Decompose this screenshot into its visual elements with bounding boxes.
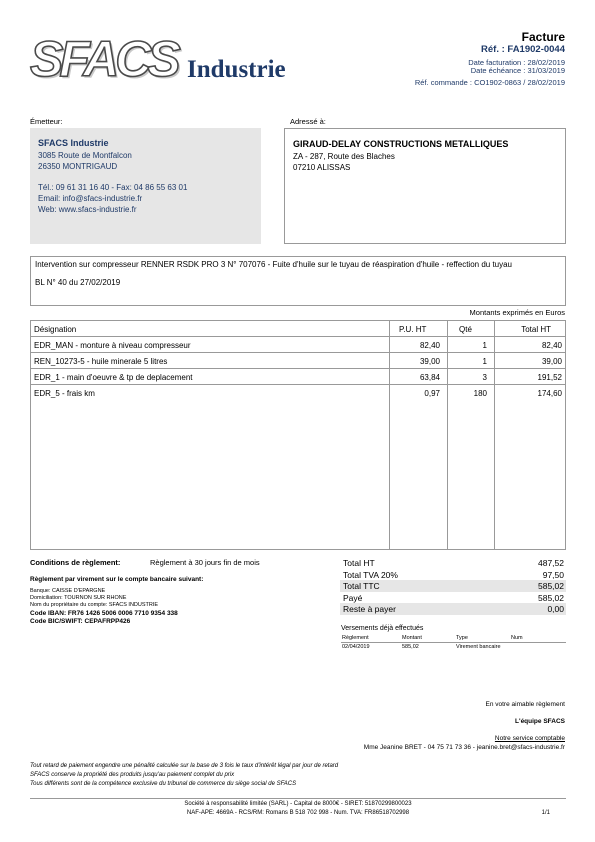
row-unit-price: 39,00 <box>419 357 440 366</box>
row-unit-price: 0,97 <box>424 389 440 398</box>
header-unit-price: P.U. HT <box>399 325 427 334</box>
bank-domiciliation: Domiciliation: TOURNON SUR RHONE <box>30 595 127 601</box>
payments-header-type: Type <box>456 635 468 641</box>
remaining-row <box>340 603 566 615</box>
recipient-address-line2: 07210 ALISSAS <box>293 163 351 172</box>
recipient-block <box>284 128 566 244</box>
header-total: Total HT <box>521 325 551 334</box>
bic: Code BIC/SWIFT: CEPAFRPP426 <box>30 618 131 625</box>
total-value: 487,52 <box>538 558 564 568</box>
payments-header-date: Règlement <box>342 635 369 641</box>
table-row <box>31 385 565 401</box>
total-value: 585,02 <box>538 581 564 591</box>
row-designation: EDR_1 - main d'oeuvre & tp de deplacement <box>34 373 193 382</box>
total-value: 585,02 <box>538 592 564 603</box>
closing-greeting: En votre aimable règlement <box>485 701 565 708</box>
logo-text: SFACS <box>30 31 177 87</box>
total-value: 0,00 <box>547 604 564 614</box>
table-row <box>31 369 565 385</box>
table-row <box>31 337 565 353</box>
due-date: Date échéance : 31/03/2019 <box>470 66 565 75</box>
footer-divider <box>30 798 566 799</box>
total-vat-row <box>340 569 566 581</box>
table-row <box>31 353 565 369</box>
payment-row <box>341 644 566 652</box>
footer-company-info: Société à responsabilité limitée (SARL) - Capital de 8000€ - SIRET: 51870299800023 <box>184 801 412 807</box>
recipient-name: GIRAUD-DELAY CONSTRUCTIONS METALLIQUES <box>293 139 509 149</box>
total-ht-row <box>340 557 566 569</box>
total-label: Payé <box>343 592 363 603</box>
emitter-address-line2: 26350 MONTRIGAUD <box>38 162 118 171</box>
total-label: Reste à payer <box>343 604 396 614</box>
invoice-date: Date facturation : 28/02/2019 <box>468 58 565 67</box>
row-designation: EDR_5 - frais km <box>34 389 95 398</box>
total-label: Total TVA 20% <box>343 569 398 580</box>
row-unit-price: 82,40 <box>419 341 440 350</box>
row-designation: REN_10273-5 - huile minerale 5 litres <box>34 357 168 366</box>
invoice-reference: Réf. : FA1902-0044 <box>481 44 565 55</box>
row-quantity: 1 <box>482 357 487 366</box>
row-unit-price: 63,84 <box>419 373 440 382</box>
emitter-label: Émetteur: <box>30 117 63 126</box>
payment-type: Virement bancaire <box>456 644 501 650</box>
legal-ownership: SFACS conserve la propriété des produits jusqu'au paiement complet du prix <box>30 772 235 778</box>
company-logo <box>30 31 320 87</box>
row-total: 191,52 <box>537 373 562 382</box>
table-header <box>31 321 565 337</box>
row-designation: EDR_MAN - monture à niveau compresseur <box>34 341 191 350</box>
row-total: 39,00 <box>541 357 562 366</box>
order-reference: Réf. commande : CO1902-0863 / 28/02/2019 <box>414 78 565 87</box>
paid-row <box>340 592 566 604</box>
currency-note: Montants exprimés en Euros <box>469 308 565 317</box>
payment-amount: 585,02 <box>402 644 419 650</box>
line-items-table <box>30 320 566 550</box>
totals-block <box>340 557 566 615</box>
payments-header-amount: Montant <box>402 635 422 641</box>
emitter-name: SFACS Industrie <box>38 138 109 148</box>
total-label: Total HT <box>343 558 375 568</box>
emitter-phone: Tél.: 09 61 31 16 40 - Fax: 04 86 55 63 01 <box>38 183 188 192</box>
payment-conditions-label: Conditions de règlement: <box>30 558 121 567</box>
accounting-contact: Mme Jeanine BRET - 04 75 71 73 36 - jeanine.bret@sfacs-industrie.fr <box>363 744 565 751</box>
total-label: Total TTC <box>343 581 380 591</box>
row-total: 82,40 <box>541 341 562 350</box>
intervention-block <box>30 256 566 306</box>
bank-name: Banque: CAISSE D'EPARGNE <box>30 588 106 594</box>
iban: Code IBAN: FR76 1426 5006 0006 7710 9354 338 <box>30 610 178 617</box>
emitter-website: Web: www.sfacs-industrie.fr <box>38 205 137 214</box>
row-quantity: 3 <box>482 373 487 382</box>
total-value: 97,50 <box>542 569 564 580</box>
accounting-service: Notre service comptable <box>494 735 565 742</box>
payments-header <box>341 635 566 643</box>
emitter-block <box>30 128 261 244</box>
bank-transfer-title: Règlement par virement sur le compte bancaire suivant: <box>30 576 204 583</box>
recipient-address-line1: ZA - 287, Route des Blaches <box>293 152 395 161</box>
row-total: 174,60 <box>537 389 562 398</box>
row-quantity: 1 <box>482 341 487 350</box>
legal-jurisdiction: Tous différents sont de la compétence exclusive du tribunal de commerce du siège social de SFACS <box>30 781 297 787</box>
emitter-email: Email: info@sfacs-industrie.fr <box>38 194 143 203</box>
document-title: Facture <box>521 30 565 44</box>
logo-subtitle: Industrie <box>187 56 286 83</box>
header-designation: Désignation <box>34 325 77 334</box>
page-number: 1/1 <box>541 810 550 816</box>
total-ttc-row <box>340 580 566 592</box>
recipient-label: Adressé à: <box>290 117 326 126</box>
delivery-note: BL N° 40 du 27/02/2019 <box>35 278 121 287</box>
payments-title: Versements déjà effectués <box>341 625 424 632</box>
row-quantity: 180 <box>473 389 487 398</box>
footer-registration: NAF-APE: 4669A - RCS/RM: Romans B 518 702 998 - Num. TVA: FR86518702998 <box>186 810 410 816</box>
payment-conditions-value: Règlement à 30 jours fin de mois <box>150 558 260 567</box>
header-quantity: Qté <box>459 325 472 334</box>
payments-header-num: Num <box>511 635 523 641</box>
account-owner: Nom du propriétaire du compte: SFACS INDUSTRIE <box>30 602 159 608</box>
payment-date: 02/04/2019 <box>342 644 370 650</box>
legal-late-payment: Tout retard de paiement engendre une pénalité calculée sur la base de 3 fois le taux d'intérêt légal par jour de retard <box>30 763 339 769</box>
intervention-description: Intervention sur compresseur RENNER RSDK PRO 3 N° 707076 - Fuite d'huile sur le tuyau de réaspiration d'huile - reffection du tuyau <box>35 260 513 269</box>
emitter-address-line1: 3085 Route de Montfalcon <box>38 151 132 160</box>
closing-team: L'équipe SFACS <box>515 718 565 725</box>
